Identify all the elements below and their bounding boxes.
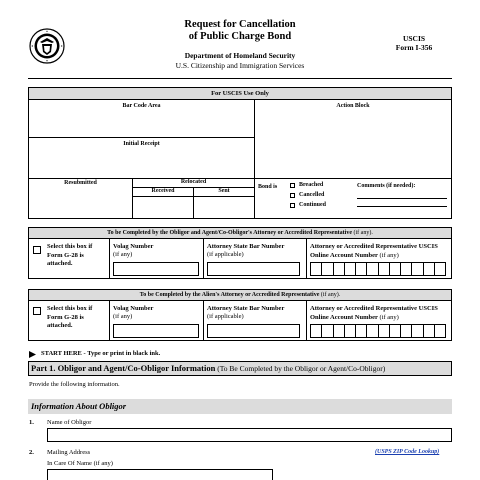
account-number-field-alien[interactable] xyxy=(310,324,446,338)
g28-checkbox-obligor[interactable] xyxy=(33,246,41,254)
account-number-field-obligor[interactable] xyxy=(310,262,446,276)
account-label-obligor xyxy=(310,243,450,260)
continued-checkbox[interactable] xyxy=(290,203,295,208)
form-agency: USCIS xyxy=(402,34,426,43)
resubmitted-label: Resubmitted xyxy=(64,180,97,186)
header-divider xyxy=(28,78,452,79)
continued-label: Continued xyxy=(299,202,327,208)
bar-number-label-obligor: Attorney State Bar Number xyxy=(207,243,285,250)
obligor-name-field[interactable] xyxy=(47,428,452,442)
account-label-hint: (if any) xyxy=(379,313,399,321)
cancelled-checkbox[interactable] xyxy=(290,193,295,198)
cancelled-label: Cancelled xyxy=(299,192,325,198)
form-title-line2: of Public Charge Bond xyxy=(188,31,292,42)
divider-vertical xyxy=(306,239,307,279)
alien-rep-heading-tail: (if any). xyxy=(320,292,341,298)
bar-number-hint-alien: (if applicable) xyxy=(207,313,244,320)
divider-vertical xyxy=(203,239,204,279)
dhs-seal-icon xyxy=(29,28,65,64)
item2-label: Mailing Address xyxy=(47,449,91,456)
divider-vertical xyxy=(306,301,307,341)
form-number: Form I-356 xyxy=(395,43,433,52)
sent-label: Sent xyxy=(218,188,230,194)
initial-receipt-label: Initial Receipt xyxy=(123,141,160,147)
comments-line[interactable] xyxy=(357,206,447,207)
form-title-line1: Request for Cancellation xyxy=(184,19,296,30)
volag-hint-alien: (if any) xyxy=(113,313,133,320)
volag-label-obligor: Volag Number xyxy=(113,243,154,250)
action-block-label: Action Block xyxy=(336,103,370,109)
volag-number-field-obligor[interactable] xyxy=(113,262,199,276)
account-label-text: Attorney or Accredited Representative USCIS Online Account Number xyxy=(310,305,438,321)
form-title xyxy=(150,19,330,43)
received-label: Received xyxy=(151,188,175,194)
alien-rep-heading-bold: To be Completed by the Alien's Attorney or Accredited Representative xyxy=(139,292,320,298)
g28-label-alien: Select this box if Form G-28 is attached. xyxy=(47,305,93,329)
obligor-rep-heading-bold: To be Completed by the Obligor and Agent/Co-Obligor's Attorney or Accredited Representative xyxy=(107,230,352,236)
in-care-of-field[interactable] xyxy=(47,469,273,480)
divider-vertical xyxy=(109,239,110,279)
start-here-text: START HERE - Type or print in black ink. xyxy=(41,350,161,357)
alien-rep-heading xyxy=(29,290,451,301)
comments-label: Comments (if needed): xyxy=(357,183,416,189)
item1-number: 1. xyxy=(29,419,34,426)
divider-vertical xyxy=(254,178,255,219)
part1-title-bold: Part 1. Obligor and Agent/Co-Obligor Information xyxy=(31,363,216,373)
breached-checkbox[interactable] xyxy=(290,183,295,188)
divider-line xyxy=(28,137,255,138)
item1-label: Name of Obligor xyxy=(47,419,92,426)
uscis-use-heading: For USCIS Use Only xyxy=(29,88,451,100)
account-label-hint: (if any) xyxy=(379,251,399,259)
account-label-alien xyxy=(310,305,450,322)
volag-label-alien: Volag Number xyxy=(113,305,154,312)
divider-vertical xyxy=(254,100,255,178)
bar-number-field-alien[interactable] xyxy=(207,324,300,338)
part1-title xyxy=(31,363,385,373)
obligor-rep-heading xyxy=(29,228,451,239)
usps-zip-lookup-link[interactable]: (USPS ZIP Code Lookup) xyxy=(375,449,440,455)
g28-label-obligor: Select this box if Form G-28 is attached. xyxy=(47,243,93,267)
divider-vertical xyxy=(203,301,204,341)
bar-number-hint-obligor: (if applicable) xyxy=(207,251,244,258)
part1-instruction: Provide the following information. xyxy=(29,381,120,388)
bar-number-label-alien: Attorney State Bar Number xyxy=(207,305,285,312)
obligor-rep-heading-tail: (if any). xyxy=(353,230,373,236)
g28-checkbox-alien[interactable] xyxy=(33,307,41,315)
comments-line[interactable] xyxy=(357,198,447,199)
divider-line xyxy=(132,196,255,197)
bond-is-label: Bond is xyxy=(258,184,278,190)
volag-number-field-alien[interactable] xyxy=(113,324,199,338)
divider-vertical xyxy=(109,301,110,341)
breached-label: Breached xyxy=(299,182,324,188)
bar-code-area-label: Bar Code Area xyxy=(122,103,161,109)
department-name: Department of Homeland Security xyxy=(184,51,296,60)
in-care-of-label: In Care Of Name (if any) xyxy=(47,460,113,467)
part1-title-tail: (To Be Completed by the Obligor or Agent/Co-Obligor) xyxy=(217,364,386,373)
right-triangle-arrow-icon xyxy=(29,351,36,358)
volag-hint-obligor: (if any) xyxy=(113,251,133,258)
bar-number-field-obligor[interactable] xyxy=(207,262,300,276)
agency-name: U.S. Citizenship and Immigration Services xyxy=(175,61,305,70)
relocated-label: Relocated xyxy=(180,179,207,185)
form-id xyxy=(386,34,442,52)
account-label-text: Attorney or Accredited Representative USCIS Online Account Number xyxy=(310,243,438,259)
obligor-subsection-title: Information About Obligor xyxy=(31,401,127,411)
item2-number: 2. xyxy=(29,449,34,456)
